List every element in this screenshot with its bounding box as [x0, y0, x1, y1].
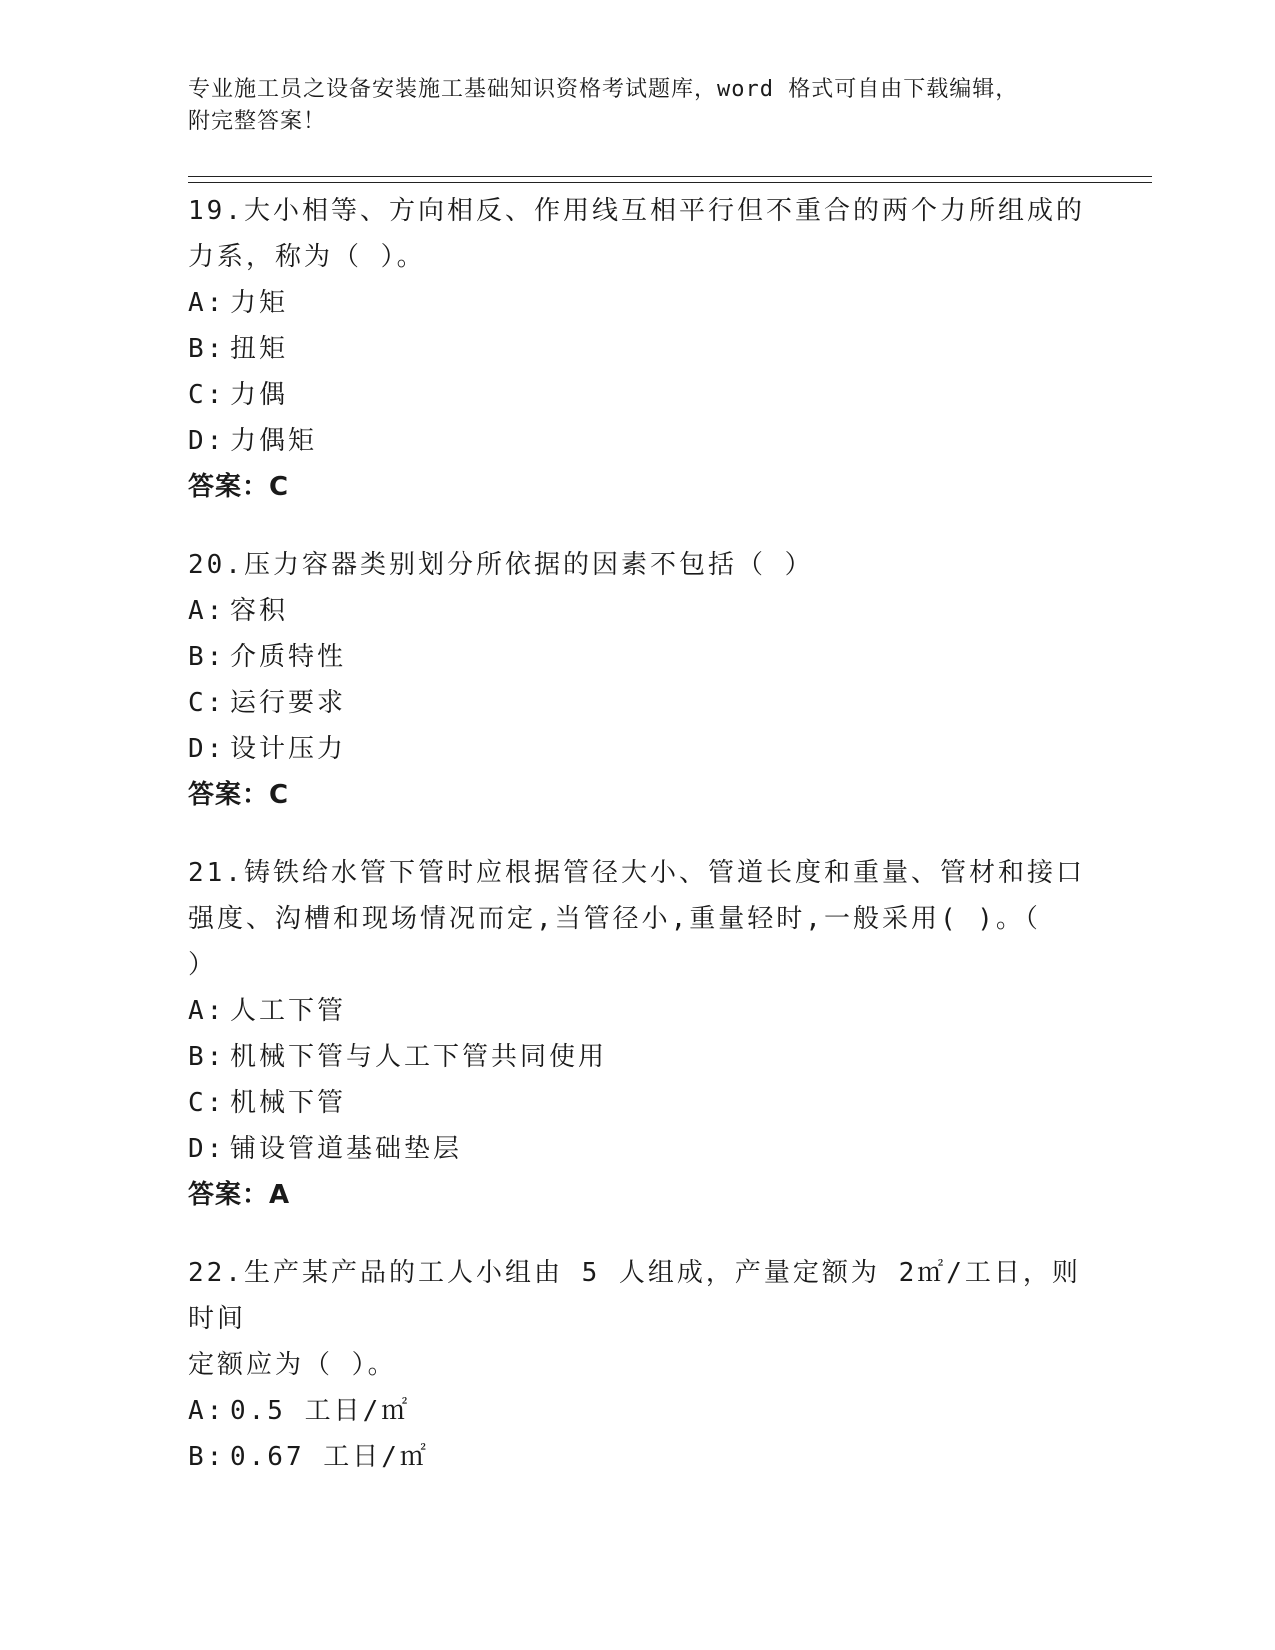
option-text: 容积: [230, 596, 289, 626]
option-letter: D:: [188, 734, 226, 764]
header-divider-bottom: [188, 182, 1152, 183]
option-letter: A:: [188, 996, 226, 1026]
option-b: [188, 634, 1088, 680]
option-letter: A:: [188, 288, 226, 318]
option-letter: B:: [188, 642, 226, 672]
question-stem: 20.压力容器类别划分所依据的因素不包括（ ）: [188, 550, 814, 580]
option-b: [188, 326, 1088, 372]
option-letter: D:: [188, 426, 226, 456]
option-b: [188, 1434, 1088, 1480]
option-d: [188, 726, 1088, 772]
option-d: [188, 418, 1088, 464]
header-divider-top: [188, 176, 1152, 177]
header-line-2: 附完整答案！: [188, 109, 327, 134]
document-header: [188, 74, 1088, 138]
option-text: 力矩: [230, 288, 289, 318]
header-line-1: 专业施工员之设备安装施工基础知识资格考试题库，word 格式可自由下载编辑，: [188, 77, 1019, 102]
option-text: 力偶: [230, 380, 289, 410]
question-stem: 19.大小相等、方向相反、作用线互相平行但不重合的两个力所组成的: [188, 196, 1085, 226]
option-text: 0.67 工日/㎡: [230, 1442, 429, 1472]
question-20: [188, 542, 1088, 818]
option-b: [188, 1034, 1088, 1080]
option-text: 铺设管道基础垫层: [230, 1134, 463, 1164]
question-stem: 定额应为（ ）。: [188, 1350, 397, 1380]
question-19: [188, 188, 1088, 510]
option-a: [188, 988, 1088, 1034]
option-text: 0.5 工日/㎡: [230, 1396, 411, 1426]
option-letter: C:: [188, 688, 226, 718]
option-letter: A:: [188, 596, 226, 626]
option-letter: A:: [188, 1396, 226, 1426]
answer-line: 答案：C: [188, 472, 290, 502]
question-stem: 21.铸铁给水管下管时应根据管径大小、管道长度和重量、管材和接口: [188, 858, 1085, 888]
option-letter: B:: [188, 1442, 226, 1472]
option-letter: B:: [188, 1042, 226, 1072]
option-text: 人工下管: [230, 996, 347, 1026]
option-text: 机械下管: [230, 1088, 347, 1118]
option-d: [188, 1126, 1088, 1172]
question-list: [188, 188, 1088, 1512]
option-c: [188, 372, 1088, 418]
answer-line: 答案：C: [188, 780, 290, 810]
option-text: 机械下管与人工下管共同使用: [230, 1042, 608, 1072]
option-a: [188, 1388, 1088, 1434]
answer-line: 答案：A: [188, 1180, 291, 1210]
question-stem: 强度、沟槽和现场情况而定,当管径小,重量轻时,一般采用( )。（: [188, 904, 1041, 934]
question-22: [188, 1250, 1088, 1480]
option-a: [188, 588, 1088, 634]
question-21: [188, 850, 1088, 1218]
question-stem: 力系，称为（ ）。: [188, 242, 426, 272]
option-text: 运行要求: [230, 688, 347, 718]
question-stem: 22.生产某产品的工人小组由 5 人组成，产量定额为 2㎡/工日，则时间: [188, 1258, 1081, 1334]
option-letter: C:: [188, 380, 226, 410]
option-text: 设计压力: [230, 734, 347, 764]
option-c: [188, 1080, 1088, 1126]
option-letter: C:: [188, 1088, 226, 1118]
option-a: [188, 280, 1088, 326]
option-c: [188, 680, 1088, 726]
option-text: 介质特性: [230, 642, 347, 672]
option-letter: B:: [188, 334, 226, 364]
option-text: 力偶矩: [230, 426, 318, 456]
question-stem: ）: [188, 950, 218, 980]
option-letter: D:: [188, 1134, 226, 1164]
option-text: 扭矩: [230, 334, 289, 364]
